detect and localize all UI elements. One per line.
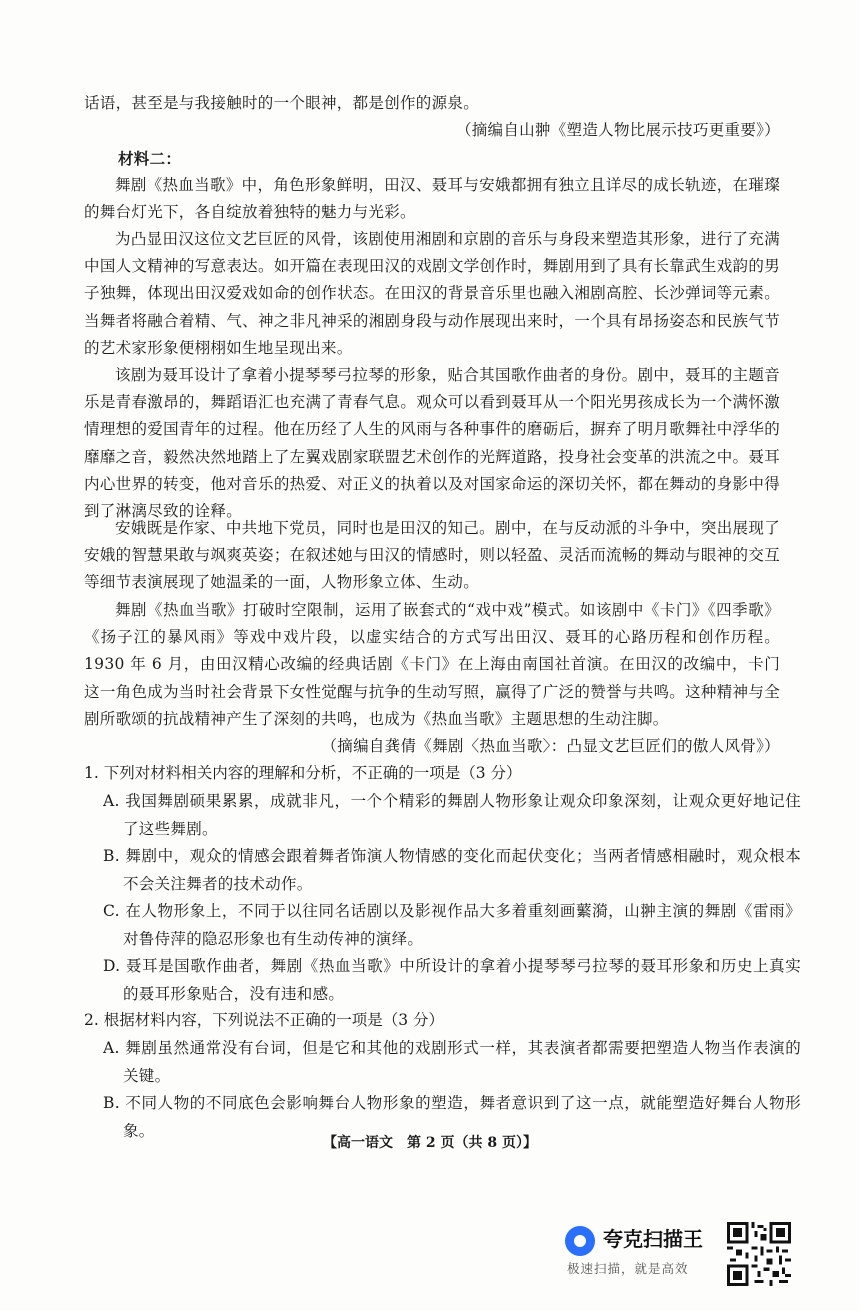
paragraph-continuation: 话语，甚至是与我接触时的一个眼神，都是创作的源泉。 [84, 94, 480, 112]
scanner-watermark [565, 1223, 725, 1283]
source-citation-1: （摘编自山翀《塑造人物比展示技巧更重要》） [455, 121, 780, 139]
question-2-option-a: A. 舞剧虽然通常没有台词，但是它和其他的戏剧形式一样，其表演者都需要把塑造人物当作表演的关键。 [103, 1039, 801, 1085]
paragraph-1: 舞剧《热血当歌》中，角色形象鲜明，田汉、聂耳与安娥都拥有独立且详尽的成长轨迹，在璀璨的舞台灯光下，各自绽放着独特的魅力与光彩。 [84, 176, 780, 222]
question-1-option-c: C. 在人物形象上，不同于以往同名话剧以及影视作品大多着重刻画蘩漪，山翀主演的舞剧《雷雨》对鲁侍萍的隐忍形象也有生动传神的演绎。 [103, 902, 801, 948]
paragraph-5: 舞剧《热血当歌》打破时空限制，运用了嵌套式的“戏中戏”模式。如该剧中《卡门》《四季歌》《扬子江的暴风雨》等戏中戏片段，以虚实结合的方式写出田汉、聂耳的心路历程和创作历程。1930 年 6 月，由田汉精心改编的经典话剧《卡门》在上海由南国社首演。在田汉的改编中，卡门这一角色成为当时社会背景下女性觉醒与抗争的生动写照，赢得了广泛的赞誉与共鸣。这种精神与全剧所歌颂的抗战精神产生了深刻的共鸣，也成为《热血当歌》主题思想的生动注脚。 [84, 601, 780, 728]
scanner-logo-icon [565, 1226, 595, 1256]
question-1-stem: 1. 下列对材料相关内容的理解和分析，不正确的一项是（3 分） [84, 764, 522, 782]
question-2-stem: 2. 根据材料内容，下列说法不正确的一项是（3 分） [84, 1011, 445, 1029]
question-1-option-d: D. 聂耳是国歌作曲者，舞剧《热血当歌》中所设计的拿着小提琴琴弓拉琴的聂耳形象和历史上真实的聂耳形象贴合，没有违和感。 [103, 957, 801, 1003]
paragraph-3: 该剧为聂耳设计了拿着小提琴琴弓拉琴的形象，贴合其国歌作曲者的身份。剧中，聂耳的主题音乐是青春激昂的，舞蹈语汇也充满了青春气息。观众可以看到聂耳从一个阳光男孩成长为一个满怀激情理想的爱国青年的过程。他在历经了人生的风雨与各种事件的磨砺后，摒弃了明月歌舞社中浮华的靡靡之音，毅然决然地踏上了左翼戏剧家联盟艺术创作的光辉道路，投身社会变革的洪流之中。聂耳内心世界的转变，他对音乐的热爱、对正义的执着以及对国家命运的深切关怀，都在舞动的身影中得到了淋漓尽致的诠释。 [84, 366, 780, 521]
source-citation-2: （摘编自龚倩《舞剧〈热血当歌〉：凸显文艺巨匠们的傲人风骨》） [321, 737, 780, 755]
question-2-option-b: B. 不同人物的不同底色会影响舞台人物形象的塑造，舞者意识到了这一点，就能塑造好舞台人物形象。 [103, 1094, 801, 1140]
material-2-heading: 材料二： [118, 149, 182, 168]
paragraph-4: 安娥既是作家、中共地下党员，同时也是田汉的知己。剧中，在与反动派的斗争中，突出展现了安娥的智慧果敢与飒爽英姿；在叙述她与田汉的情感时，则以轻盈、灵活而流畅的舞动与眼神的交互等细节表演展现了她温柔的一面，人物形象立体、生动。 [84, 519, 780, 592]
page-footer: 【高一语文 第 2 页（共 8 页）】 [323, 1135, 537, 1151]
scanner-tagline: 极速扫描，就是高效 [567, 1261, 689, 1276]
question-1-option-b: B. 舞剧中，观众的情感会跟着舞者饰演人物情感的变化而起伏变化；当两者情感相融时，观众根本不会关注舞者的技术动作。 [103, 847, 801, 893]
scanner-brand-name: 夸克扫描王 [603, 1227, 703, 1251]
qr-code-icon [727, 1222, 791, 1286]
question-1-option-a: A. 我国舞剧硕果累累，成就非凡，一个个精彩的舞剧人物形象让观众印象深刻，让观众更好地记住了这些舞剧。 [103, 792, 801, 838]
paragraph-2: 为凸显田汉这位文艺巨匠的风骨，该剧使用湘剧和京剧的音乐与身段来塑造其形象，进行了充满中国人文精神的写意表达。如开篇在表现田汉的戏剧文学创作时，舞剧用到了具有长靠武生戏韵的男子独舞，体现出田汉爱戏如命的创作状态。在田汉的背景音乐里也融入湘剧高腔、长沙弹词等元素。当舞者将融合着精、气、神之非凡神采的湘剧身段与动作展现出来时，一个具有昂扬姿态和民族气节的艺术家形象便栩栩如生地呈现出来。 [84, 230, 780, 357]
